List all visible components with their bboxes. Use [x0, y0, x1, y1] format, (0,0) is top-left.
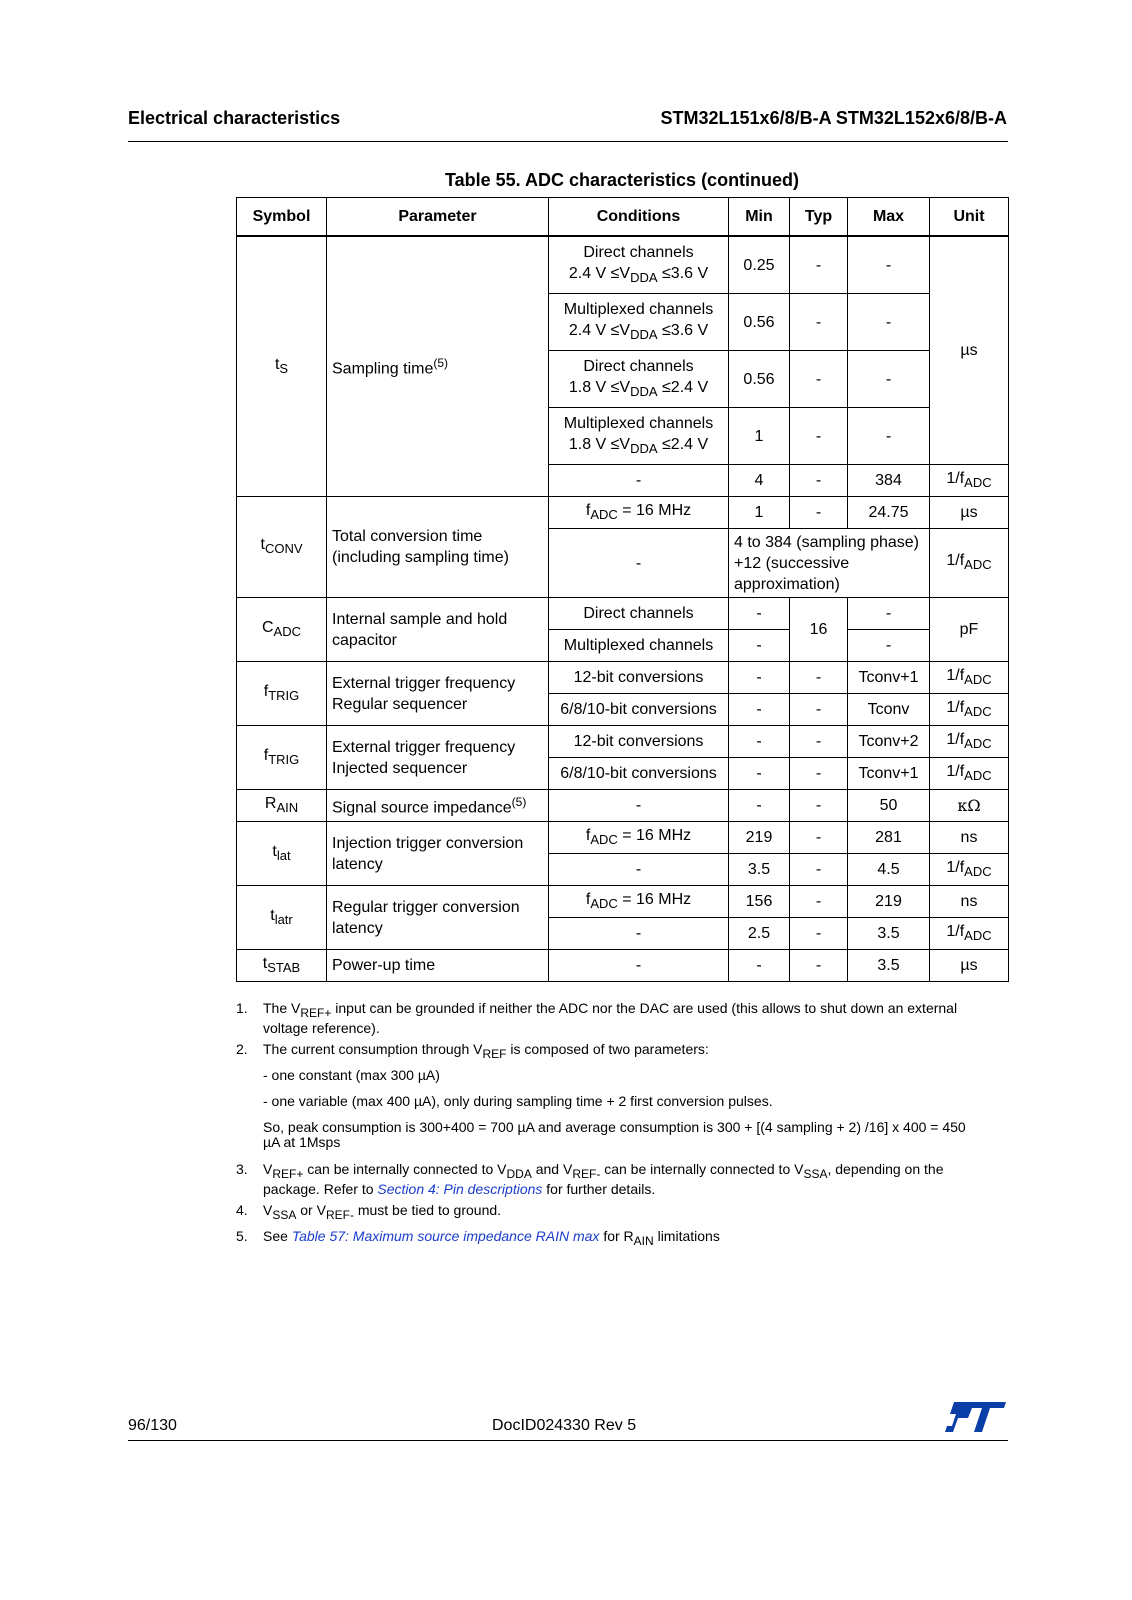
- symbol-cell: $t_S$: [237, 236, 327, 497]
- adc-characteristics-table: [236, 197, 1009, 982]
- header-divider: [128, 141, 1008, 142]
- parameter-cell: Regular trigger conversion latency: [327, 886, 549, 950]
- footer-divider: [128, 1440, 1008, 1441]
- max-cell: -: [848, 351, 930, 408]
- conditions-cell: Direct channels 1.8 $V \le V_{DDA} \le 2.4$ V: [549, 351, 729, 408]
- max-cell: 3.5: [848, 918, 930, 950]
- unit-cell: κΩ: [930, 790, 1009, 822]
- footnote-number: 1.: [236, 1000, 248, 1016]
- min-cell: 156: [729, 886, 790, 918]
- typ-cell: -: [790, 726, 848, 758]
- unit-cell: $1/f_{ADC}$: [930, 694, 1009, 726]
- column-header: Parameter: [327, 198, 549, 237]
- parameter-cell: Signal source impedance$^{(5)}$: [327, 790, 549, 822]
- max-cell: -: [848, 408, 930, 465]
- min-cell: -: [729, 758, 790, 790]
- column-header: Min: [729, 198, 790, 237]
- parameter-cell: Total conversion time (including sampling time): [327, 497, 549, 598]
- symbol-cell: $f_{TRIG}$: [237, 662, 327, 726]
- footnote-text: The current consumption through $V_{REF}$ is composed of two parameters:: [263, 1041, 709, 1061]
- min-cell: -: [729, 726, 790, 758]
- max-cell: -: [848, 294, 930, 351]
- document-id: DocID024330 Rev 5: [492, 1417, 637, 1434]
- min-cell: -: [729, 950, 790, 982]
- footnote-text: $V_{REF+}$ can be internally connected to $V_{DDA}$ and $V_{REF-}$ can be internally connected to $V_{SSA}$, depending on the package. Refer to Section 4: Pin descriptions for further details.: [263, 1161, 944, 1197]
- typ-cell: -: [790, 886, 848, 918]
- typ-cell: -: [790, 662, 848, 694]
- table-caption: Table 55. ADC characteristics (continued): [444, 170, 800, 190]
- conditions-cell: $f_{ADC} = 16$ MHz: [549, 497, 729, 529]
- typ-cell: -: [790, 950, 848, 982]
- header-product-name: STM32L151x6/8/B-A STM32L152x6/8/B-A: [660, 108, 1007, 128]
- parameter-cell: External trigger frequency Regular sequencer: [327, 662, 549, 726]
- conditions-cell: Multiplexed channels 2.4 $V \le V_{DDA} \le 3.6$ V: [549, 294, 729, 351]
- conditions-cell: 12-bit conversions: [549, 662, 729, 694]
- min-cell: 4: [729, 465, 790, 497]
- table-row: [237, 662, 1009, 694]
- unit-cell: µs: [930, 236, 1009, 465]
- table-row: [237, 497, 1009, 529]
- min-cell: 0.25: [729, 236, 790, 294]
- min-cell: -: [729, 630, 790, 662]
- column-header: Max: [848, 198, 930, 237]
- max-cell: Tconv: [848, 694, 930, 726]
- column-header: Conditions: [549, 198, 729, 237]
- column-header: Unit: [930, 198, 1009, 237]
- table-row: [237, 598, 1009, 630]
- min-cell: -: [729, 694, 790, 726]
- parameter-cell: Power-up time: [327, 950, 549, 982]
- conditions-cell: $f_{ADC} = 16$ MHz: [549, 886, 729, 918]
- footnote-number: 5.: [236, 1228, 248, 1244]
- min-cell: 219: [729, 822, 790, 854]
- max-cell: 384: [848, 465, 930, 497]
- max-cell: -: [848, 598, 930, 630]
- conditions-cell: -: [549, 529, 729, 598]
- conditions-cell: 6/8/10-bit conversions: [549, 694, 729, 726]
- min-cell: -: [729, 662, 790, 694]
- symbol-cell: $t_{lat}$: [237, 822, 327, 886]
- typ-cell: -: [790, 758, 848, 790]
- conditions-cell: -: [549, 950, 729, 982]
- max-cell: Tconv+1: [848, 662, 930, 694]
- unit-cell: µs: [930, 497, 1009, 529]
- footnote-number: 2.: [236, 1041, 248, 1057]
- typ-cell: -: [790, 790, 848, 822]
- st-logo-icon: [944, 1400, 1008, 1439]
- unit-cell: $1/f_{ADC}$: [930, 918, 1009, 950]
- max-cell: 50: [848, 790, 930, 822]
- unit-cell: $1/f_{ADC}$: [930, 465, 1009, 497]
- symbol-cell: $t_{CONV}$: [237, 497, 327, 598]
- footnote-text: See Table 57: Maximum source impedance RAIN max for $R_{AIN}$ limitations: [263, 1228, 720, 1248]
- conditions-cell: Direct channels: [549, 598, 729, 630]
- parameter-cell: Injection trigger conversion latency: [327, 822, 549, 886]
- max-cell: 3.5: [848, 950, 930, 982]
- unit-cell: $1/f_{ADC}$: [930, 726, 1009, 758]
- typ-cell: 16: [790, 598, 848, 662]
- unit-cell: µs: [930, 950, 1009, 982]
- footnote-number: 3.: [236, 1161, 248, 1177]
- min-cell: -: [729, 790, 790, 822]
- header-section-title: Electrical characteristics: [128, 108, 341, 128]
- max-cell: 4.5: [848, 854, 930, 886]
- unit-cell: $1/f_{ADC}$: [930, 854, 1009, 886]
- max-cell: -: [848, 630, 930, 662]
- symbol-cell: $t_{latr}$: [237, 886, 327, 950]
- typ-cell: -: [790, 294, 848, 351]
- parameter-cell: External trigger frequency Injected sequencer: [327, 726, 549, 790]
- parameter-cell: Sampling time$^{(5)}$: [327, 236, 549, 497]
- table-link[interactable]: Table 57: Maximum source impedance RAIN max: [291, 1228, 600, 1244]
- unit-cell: pF: [930, 598, 1009, 662]
- table-row: [237, 950, 1009, 982]
- conditions-cell: 6/8/10-bit conversions: [549, 758, 729, 790]
- max-cell: 24.75: [848, 497, 930, 529]
- column-header: Symbol: [237, 198, 327, 237]
- min-cell: 3.5: [729, 854, 790, 886]
- symbol-cell: $t_{STAB}$: [237, 950, 327, 982]
- conditions-cell: Direct channels 2.4 $V \le V_{DDA} \le 3.6$ V: [549, 236, 729, 294]
- unit-cell: ns: [930, 886, 1009, 918]
- section-link[interactable]: Section 4: Pin descriptions: [377, 1180, 543, 1197]
- footnote-text: $V_{SSA}$ or $V_{REF-}$ must be tied to ground.: [263, 1202, 502, 1222]
- min-cell: 1: [729, 497, 790, 529]
- conditions-cell: $f_{ADC} = 16$ MHz: [549, 822, 729, 854]
- unit-cell: $1/f_{ADC}$: [930, 662, 1009, 694]
- unit-cell: $1/f_{ADC}$: [930, 758, 1009, 790]
- parameter-cell: Internal sample and hold capacitor: [327, 598, 549, 662]
- table-header-row: [237, 198, 1009, 237]
- table-row: [237, 726, 1009, 758]
- max-cell: 219: [848, 886, 930, 918]
- min-cell: 1: [729, 408, 790, 465]
- min-typ-max-cell: 4 to 384 (sampling phase) +12 (successive approximation): [729, 529, 930, 598]
- column-header: Typ: [790, 198, 848, 237]
- table-row: [237, 822, 1009, 854]
- table-row: [237, 886, 1009, 918]
- symbol-cell: $f_{TRIG}$: [237, 726, 327, 790]
- footnote-text: The $V_{REF+}$ input can be grounded if neither the ADC nor the DAC are used (this allows to shut down an external voltage reference).: [263, 1000, 958, 1036]
- conditions-cell: 12-bit conversions: [549, 726, 729, 758]
- min-cell: 0.56: [729, 351, 790, 408]
- page-number: 96/130: [128, 1417, 177, 1434]
- typ-cell: -: [790, 465, 848, 497]
- conditions-cell: Multiplexed channels: [549, 630, 729, 662]
- typ-cell: -: [790, 351, 848, 408]
- symbol-cell: $R_{AIN}$: [237, 790, 327, 822]
- typ-cell: -: [790, 497, 848, 529]
- table-row: [237, 236, 1009, 294]
- max-cell: 281: [848, 822, 930, 854]
- min-cell: -: [729, 598, 790, 630]
- table-row: [237, 790, 1009, 822]
- unit-cell: $1/f_{ADC}$: [930, 529, 1009, 598]
- min-cell: 0.56: [729, 294, 790, 351]
- typ-cell: -: [790, 822, 848, 854]
- max-cell: Tconv+1: [848, 758, 930, 790]
- max-cell: -: [848, 236, 930, 294]
- typ-cell: -: [790, 408, 848, 465]
- min-cell: 2.5: [729, 918, 790, 950]
- conditions-cell: -: [549, 465, 729, 497]
- conditions-cell: -: [549, 854, 729, 886]
- typ-cell: -: [790, 236, 848, 294]
- unit-cell: ns: [930, 822, 1009, 854]
- typ-cell: -: [790, 918, 848, 950]
- typ-cell: -: [790, 694, 848, 726]
- conditions-cell: Multiplexed channels 1.8 $V \le V_{DDA} \le 2.4$ V: [549, 408, 729, 465]
- symbol-cell: $C_{ADC}$: [237, 598, 327, 662]
- max-cell: Tconv+2: [848, 726, 930, 758]
- conditions-cell: -: [549, 790, 729, 822]
- footnote-number: 4.: [236, 1202, 248, 1218]
- typ-cell: -: [790, 854, 848, 886]
- conditions-cell: -: [549, 918, 729, 950]
